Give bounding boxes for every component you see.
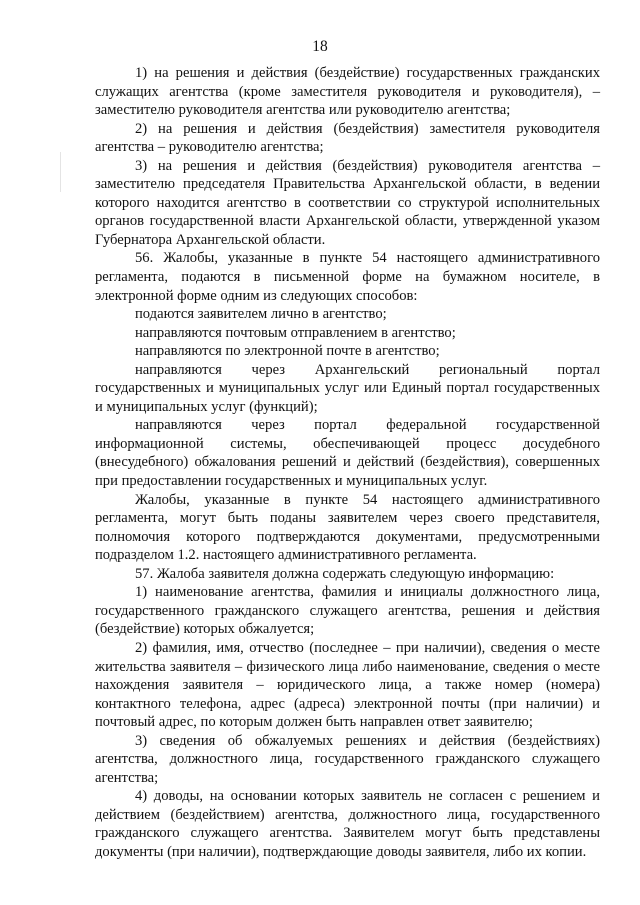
paragraph-appeal-deputy-to-head: 2) на решения и действия (бездействия) заместителя руководителя агентства – руководителю агентства; — [95, 120, 600, 156]
paragraph-56-submission-methods: 56. Жалобы, указанные в пункте 54 настоящего административного регламента, подаются в письменной форме на бумажном носителе, в электронной форме одним из следующих способов: — [95, 250, 600, 304]
list-item-by-post: направляются почтовым отправлением в агентство; — [135, 324, 456, 341]
list-item-agency-name: 1) наименование агентства, фамилия и инициалы должностного лица, государственного гражданского служащего агентства, решения и действия (бездействие) которых обжалуется; — [95, 584, 600, 638]
paragraph-appeal-head-to-vice-chair: 3) на решения и действия (бездействия) руководителя агентства – заместителю председателя Правительства Архангельской области, в ведении которого находится агентство в соответствии со структурой исполнительных органов государственной власти Архангельской области, утвержденной указом Губернатора Архангельской области. — [95, 157, 600, 248]
list-item-via-federal-system: направляются через портал федеральной государственной информационной системы, обеспечивающей процесс досудебного (внесудебного) обжалования решений и действий (бездействия), совершенных при предоставлении государственных и муниципальных услуг. — [95, 417, 600, 490]
list-item-applicant-details: 2) фамилия, имя, отчество (последнее – при наличии), сведения о месте жительства заявителя – физического лица либо наименование, сведения о месте нахождения заявителя – юридического лица, а также номер (номера) контактного телефона, адрес (адреса) электронной почты (при наличии) и почтовый адрес, по которым должен быть направлен ответ заявителю; — [95, 639, 600, 731]
document-body — [95, 64, 600, 862]
list-item-by-email: направляются по электронной почте в агентство; — [135, 343, 440, 360]
paragraph-representative-submission: Жалобы, указанные в пункте 54 настоящего административного регламента, могут быть поданы заявителем через своего представителя, полномочия которого подтверждаются документами, предусмотренными подразделом 1.2. настоящего административного регламента. — [95, 491, 600, 564]
list-item-in-person: подаются заявителем лично в агентство; — [135, 306, 387, 323]
list-item-via-portals: направляются через Архангельский региональный портал государственных и муниципальных услуг или Единый портал государственных и муниципальных услуг (функций); — [95, 361, 600, 415]
list-item-arguments: 4) доводы, на основании которых заявитель не согласен с решением и действием (бездействием) агентства, должностного лица, государственного гражданского служащего агентства. Заявителем могут быть представлены документы (при наличии), подтверждающие доводы заявителя, либо их копии. — [95, 788, 600, 860]
page-number: 18 — [312, 38, 328, 55]
scan-margin-mark — [60, 152, 61, 192]
list-item-appealed-decisions: 3) сведения об обжалуемых решениях и действия (бездействиях) агентства, должностного лица, государственного гражданского служащего агентства; — [95, 732, 600, 786]
paragraph-appeal-to-head-or-deputy: 1) на решения и действия (бездействие) государственных гражданских служащих агентства (кроме заместителя руководителя и руководителя), – заместителю руководителя агентства или руководителю агентства; — [95, 65, 600, 119]
paragraph-57-required-info: 57. Жалоба заявителя должна содержать следующую информацию: — [135, 565, 555, 582]
